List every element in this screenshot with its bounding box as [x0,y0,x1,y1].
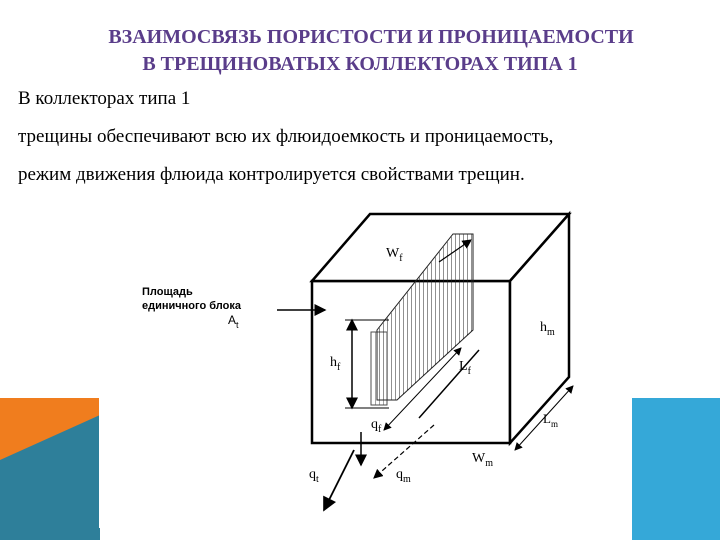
qm-label: $q_m$ [396,467,411,485]
wm-label: $W_m$ [472,451,493,469]
fracture-block-diagram [99,210,632,528]
paragraph-line-3: режим движения флюида контролируется свойствами трещин. [18,164,525,185]
wf-label: $W_f$ [386,246,403,264]
slide-title [0,24,720,78]
at-label: $A_t$ [228,313,239,330]
qt-flow-arrow [324,450,354,510]
hm-label: $h_m$ [540,320,555,338]
hf-label: $h_f$ [330,355,341,373]
lm-label: $L_m$ [543,411,558,429]
paragraph-line-2: трещины обеспечивают всю их флюидоемкость и проницаемость, [18,126,554,147]
slide-title-line2: В ТРЕЩИНОВАТЫХ КОЛЛЕКТОРАХ ТИПА 1 [142,53,578,75]
slide-title-line1: ВЗАИМОСВЯЗЬ ПОРИСТОСТИ И ПРОНИЦАЕМОСТИ [108,26,634,48]
blue-corner-shape [632,398,720,540]
lf-label: $L_f$ [459,359,471,377]
qt-label: $q_t$ [309,467,319,485]
area-label-line1: Площадь [142,286,193,298]
fracture-block-figure [99,210,632,528]
area-label-line2: единичного блока [142,300,241,312]
qf-label: $q_f$ [371,417,382,435]
paragraph-line-1: В коллекторах типа 1 [18,88,191,109]
